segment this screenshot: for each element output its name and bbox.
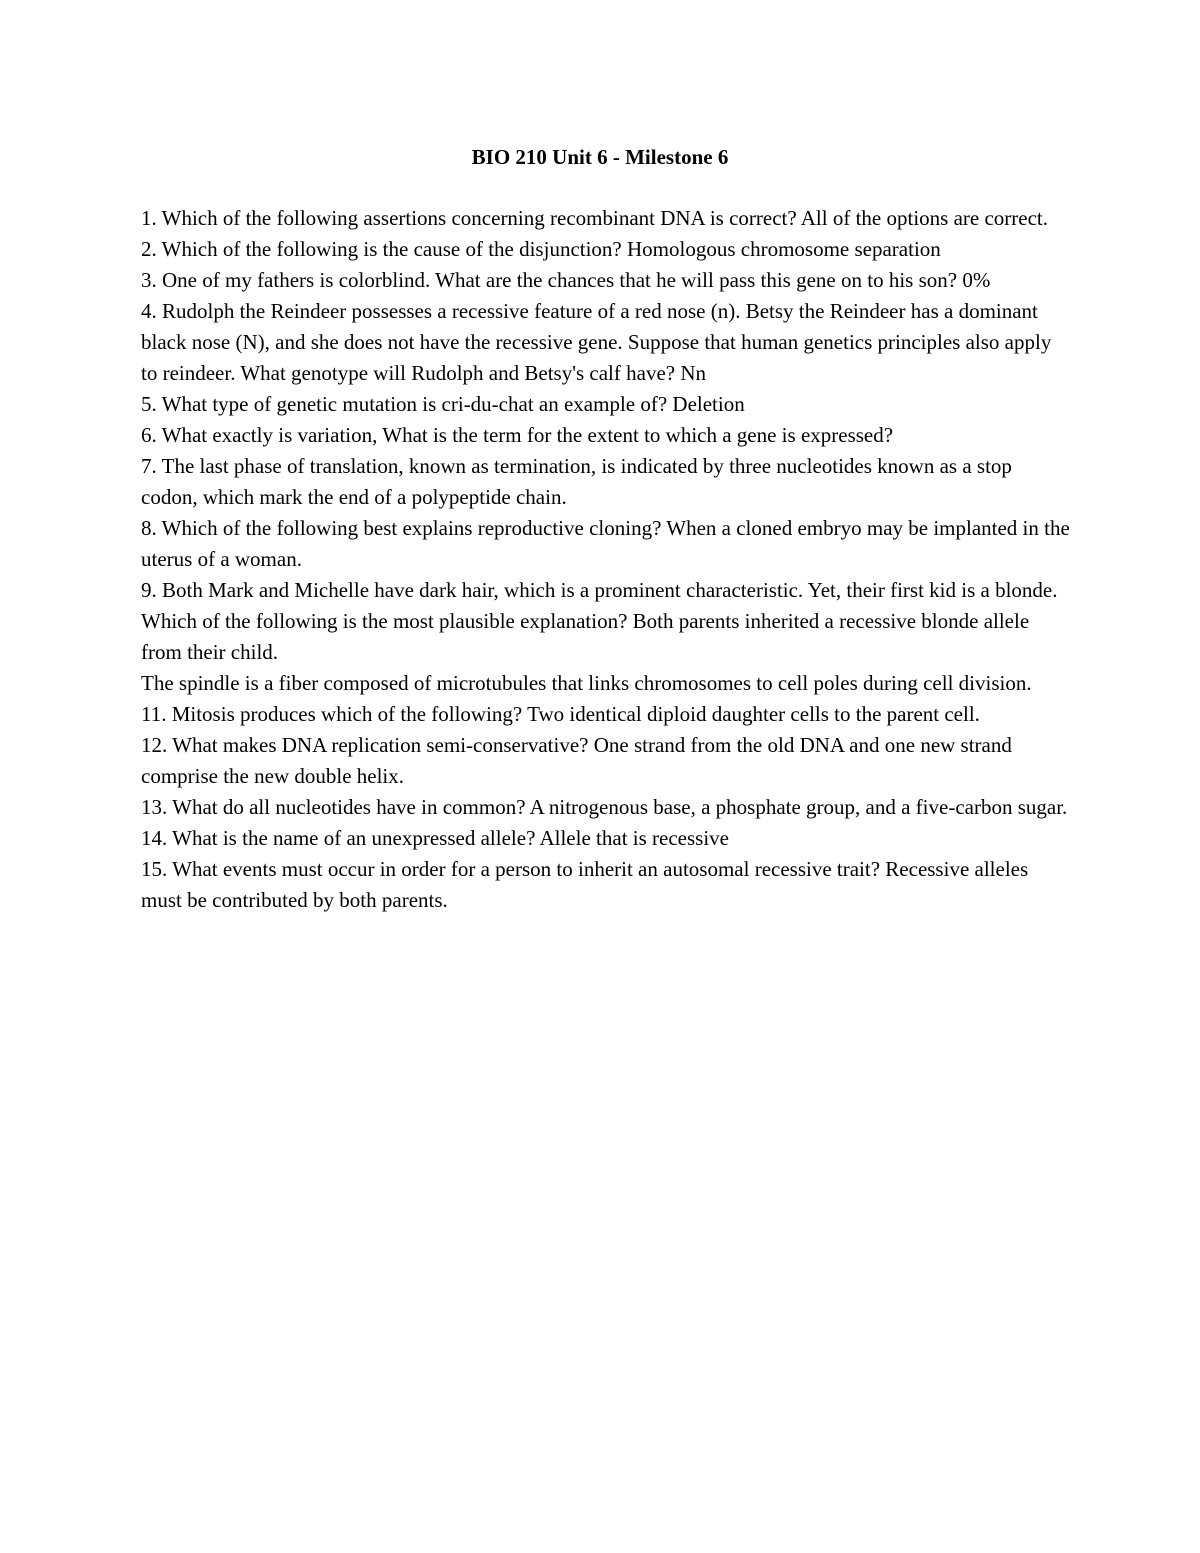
question-6: 6. What exactly is variation, What is the term for the extent to which a gene is expressed?	[141, 423, 894, 447]
question-10: The spindle is a fiber composed of microtubules that links chromosomes to cell poles during cell division.	[141, 671, 1032, 695]
question-11: 11. Mitosis produces which of the following? Two identical diploid daughter cells to the parent cell.	[141, 702, 980, 726]
question-9: 9. Both Mark and Michelle have dark hair, which is a prominent characteristic. Yet, their first kid is a blonde. Which of the following is the most plausible explanation? Both parents inherited a recessive blonde allele from their child.	[141, 578, 1058, 664]
question-1: 1. Which of the following assertions concerning recombinant DNA is correct? All of the options are correct.	[141, 206, 1049, 230]
question-15: 15. What events must occur in order for a person to inherit an autosomal recessive trait? Recessive alleles must be contributed by both parents.	[141, 857, 1029, 912]
document-title: BIO 210 Unit 6 - Milestone 6	[471, 145, 729, 169]
question-3: 3. One of my fathers is colorblind. What are the chances that he will pass this gene on to his son? 0%	[141, 268, 991, 292]
question-4: 4. Rudolph the Reindeer possesses a recessive feature of a red nose (n). Betsy the Reindeer has a dominant black nose (N), and she does not have the recessive gene. Suppose that human genetics principles also apply to reindeer. What genotype will Rudolph and Betsy's calf have? Nn	[141, 299, 1052, 385]
question-7: 7. The last phase of translation, known as termination, is indicated by three nucleotides known as a stop codon, which mark the end of a polypeptide chain.	[141, 454, 1012, 509]
question-5: 5. What type of genetic mutation is cri-du-chat an example of? Deletion	[141, 392, 745, 416]
document-body	[141, 203, 1071, 916]
question-8: 8. Which of the following best explains reproductive cloning? When a cloned embryo may be implanted in the uterus of a woman.	[141, 516, 1070, 571]
question-12: 12. What makes DNA replication semi-conservative? One strand from the old DNA and one new strand comprise the new double helix.	[141, 733, 1012, 788]
question-2: 2. Which of the following is the cause of the disjunction? Homologous chromosome separation	[141, 237, 941, 261]
question-14: 14. What is the name of an unexpressed allele? Allele that is recessive	[141, 826, 729, 850]
question-13: 13. What do all nucleotides have in common? A nitrogenous base, a phosphate group, and a five-carbon sugar.	[141, 795, 1068, 819]
